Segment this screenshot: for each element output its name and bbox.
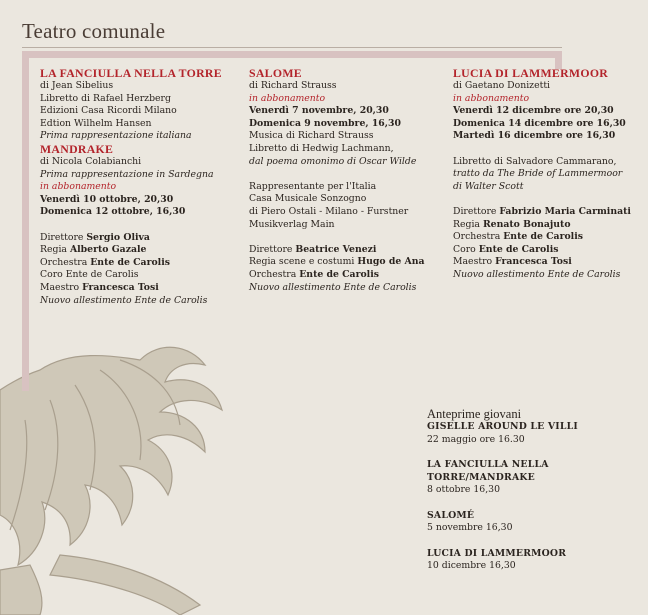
credit-line: Regia scene e costumi Hugo de Ana bbox=[249, 256, 425, 268]
performance-date: Domenica 9 novembre, 16,30 bbox=[249, 117, 401, 129]
credit-line: Coro Ente de Carolis bbox=[40, 269, 139, 281]
preview-title: SALOMÉ bbox=[427, 509, 475, 521]
column-salome bbox=[249, 67, 425, 294]
info-line: Edtion Wilhelm Hansen bbox=[40, 117, 152, 129]
credit-line: Direttore Beatrice Venezi bbox=[249, 243, 377, 255]
credit-line: Regia Renato Bonajuto bbox=[453, 218, 571, 230]
frame-left-bar bbox=[22, 51, 29, 391]
preview-title: LUCIA DI LAMMERMOOR bbox=[427, 547, 567, 559]
frame-top-bar bbox=[22, 51, 562, 58]
preview-date: 5 novembre 16,30 bbox=[427, 522, 513, 533]
opera-title: SALOME bbox=[249, 66, 302, 80]
info-line: Rappresentante per l'Italia bbox=[249, 180, 377, 192]
title-divider bbox=[22, 47, 562, 48]
performance-date: Venerdì 12 dicembre ore 20,30 bbox=[453, 105, 614, 117]
column-fanciulla-mandrake bbox=[40, 67, 222, 307]
info-line: Prima rappresentazione in Sardegna bbox=[40, 168, 214, 180]
info-line: Libretto di Hedwig Lachmann, bbox=[249, 142, 394, 154]
credit-line: Maestro Francesca Tosi bbox=[40, 281, 159, 293]
page-title: Teatro comunale bbox=[22, 19, 166, 43]
production-note: Nuovo allestimento Ente de Carolis bbox=[249, 281, 417, 293]
anteprime-heading: Anteprime giovani bbox=[427, 407, 522, 421]
opera-title: LA FANCIULLA NELLA TORRE bbox=[40, 66, 222, 80]
credit-line: Orchestra Ente de Carolis bbox=[249, 268, 379, 280]
performance-date: Venerdì 10 ottobre, 20,30 bbox=[40, 193, 174, 205]
performance-date: Domenica 14 dicembre ore 16,30 bbox=[453, 117, 626, 129]
composer: di Jean Sibelius bbox=[40, 80, 114, 91]
info-line: dal poema omonimo di Oscar Wilde bbox=[249, 155, 417, 167]
info-line: Libretto di Salvadore Cammarano, bbox=[453, 155, 617, 167]
composer: di Nicola Colabianchi bbox=[40, 155, 142, 167]
info-line: Musica di Richard Strauss bbox=[249, 130, 374, 142]
preview-title: GISELLE AROUND LE VILLI bbox=[427, 421, 578, 432]
credit-line: Maestro Francesca Tosi bbox=[453, 256, 572, 268]
composer: di Gaetano Donizetti bbox=[453, 80, 551, 91]
composer: di Richard Strauss bbox=[249, 80, 337, 91]
acanthus-ornament bbox=[0, 330, 300, 615]
opera-title: MANDRAKE bbox=[40, 141, 114, 156]
info-line: Musikverlag Main bbox=[249, 218, 335, 230]
info-line: Edizioni Casa Ricordi Milano bbox=[40, 105, 177, 117]
credit-line: Regia Alberto Gazale bbox=[40, 244, 147, 256]
preview-date: 22 maggio ore 16.30 bbox=[427, 433, 525, 445]
credit-line: Direttore Fabrizio Maria Carminati bbox=[453, 205, 631, 217]
info-line: di Piero Ostali - Milano - Furstner bbox=[249, 205, 409, 217]
performance-date: Venerdì 7 novembre, 20,30 bbox=[249, 105, 389, 117]
subscription-label: in abbonamento bbox=[453, 92, 530, 104]
production-note: Nuovo allestimento Ente de Carolis bbox=[40, 294, 208, 306]
credit-line: Orchestra Ente de Carolis bbox=[453, 231, 583, 243]
preview-date: 8 ottobre 16,30 bbox=[427, 484, 501, 495]
column-lucia bbox=[453, 67, 631, 282]
preview-date: 10 dicembre 16,30 bbox=[427, 560, 516, 571]
credit-line: Direttore Sergio Oliva bbox=[40, 231, 150, 243]
anteprime-giovani bbox=[427, 407, 648, 573]
info-line: di Walter Scott bbox=[453, 180, 524, 192]
preview-title: LA FANCIULLA NELLA TORRE/MANDRAKE bbox=[427, 459, 549, 483]
subscription-label: in abbonamento bbox=[40, 181, 117, 193]
subscription-label: in abbonamento bbox=[249, 92, 326, 104]
info-line: Libretto di Rafael Herzberg bbox=[40, 92, 171, 104]
production-note: Nuovo allestimento Ente de Carolis bbox=[453, 268, 621, 280]
info-line: Casa Musicale Sonzogno bbox=[249, 193, 367, 205]
opera-title: LUCIA DI LAMMERMOOR bbox=[453, 66, 609, 80]
credit-line: Coro Ente de Carolis bbox=[453, 243, 559, 255]
credit-line: Orchestra Ente de Carolis bbox=[40, 256, 170, 268]
info-line: tratto da The Bride of Lammermoor bbox=[453, 168, 623, 180]
info-line: Prima rappresentazione italiana bbox=[40, 130, 192, 142]
performance-date: Domenica 12 ottobre, 16,30 bbox=[40, 206, 186, 218]
performance-date: Martedì 16 dicembre ore 16,30 bbox=[453, 130, 616, 142]
